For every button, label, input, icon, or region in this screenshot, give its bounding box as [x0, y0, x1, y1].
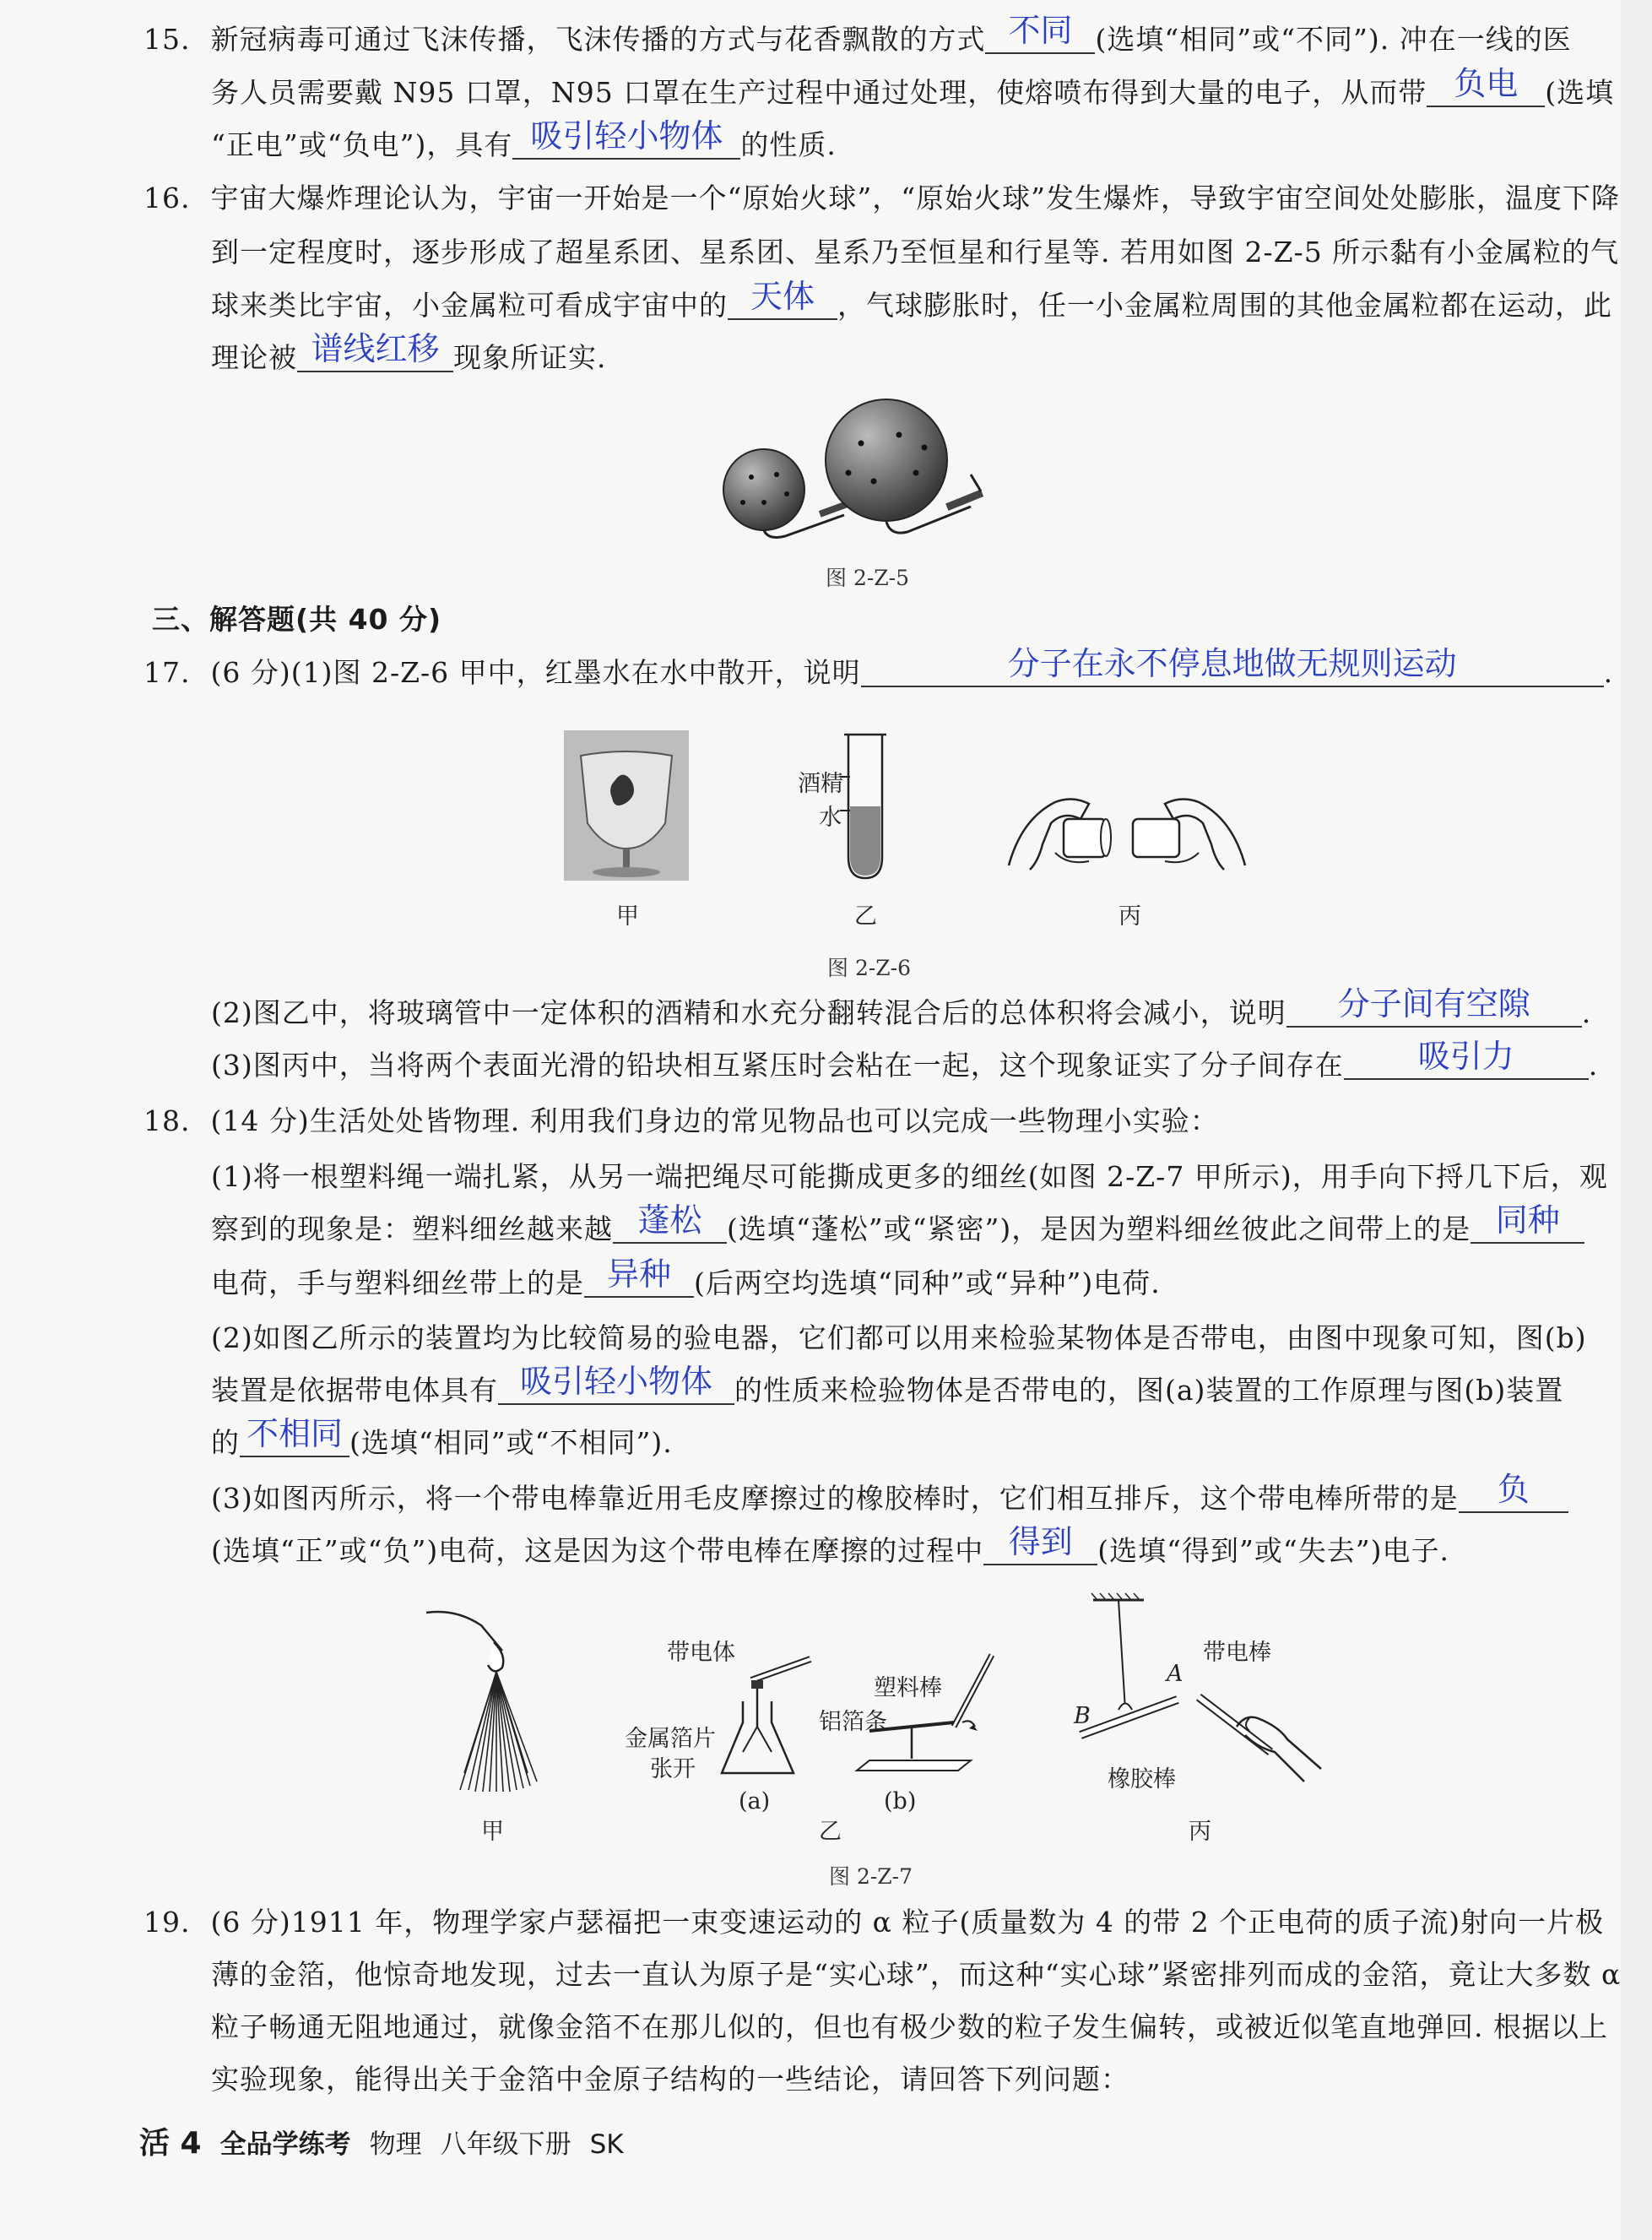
q18-line-5: (2)如图乙所示的装置均为比较简易的验电器，它们都可以用来检验某物体是否带电，由图中现象可知，图(b): [211, 1321, 1587, 1354]
fig6-label-jia: 甲: [616, 903, 639, 930]
footer-grade: 八年级下册: [440, 2129, 571, 2160]
q15-line-2: 务人员需要戴 N95 口罩，N95 口罩在生产过程中通过处理，使熔喷布得到大量的电子，从而带 负电 (选填: [211, 65, 1615, 109]
label-water: 水: [819, 805, 842, 831]
q16-answer-1: 天体: [750, 278, 815, 315]
q18-line-2: (1)将一根塑料绳一端扎紧，从另一端把绳尽可能撕成更多的细丝(如图 2-Z-7 甲所示)，用手向下捋几下后，观: [211, 1160, 1608, 1193]
q17-answer-3: 吸引力: [1417, 1038, 1514, 1075]
q17-blank-2: [1286, 985, 1582, 1028]
label-plastic-rod: 塑料棒: [874, 1675, 942, 1701]
q18-blank-5: [240, 1415, 349, 1457]
q19-line-3: 粒子畅通无阻地通过，就像金箔不在那儿似的，但也有极少数的粒子发生偏转，或被近似笔直地弹回. 根据以上: [211, 2010, 1608, 2043]
section-title-3: 三、解答题(共 40 分): [152, 603, 442, 636]
q18-line-7: 的 不相同 (选填“相同”或“不相同”).: [211, 1415, 673, 1459]
q16-answer-2: 谱线红移: [311, 330, 440, 367]
q15-line-1: 15. 新冠病毒可通过飞沫传播，飞沫传播的方式与花香飘散的方式 不同 (选填“相同”或“不同”). 冲在一线的医: [160, 21, 1572, 58]
label-metal-foil: 金属箔片: [625, 1726, 716, 1752]
page-edge: [1621, 0, 1652, 2240]
q18-number: 18.: [144, 1104, 191, 1137]
q18-blank-1: [613, 1201, 727, 1244]
q18-answer-7: 得到: [1008, 1523, 1073, 1560]
figure-lead-blocks: [1005, 785, 1249, 878]
figure-rod-repulsion: [1076, 1592, 1338, 1786]
q15-blank-2: [1427, 65, 1545, 107]
q19-line-2: 薄的金箔，他惊奇地发现，过去一直认为原子是“实心球”，而这种“实心球”紧密排列而成的金箔，竟让大多数 α: [211, 1958, 1622, 1991]
q18-blank-3: [584, 1256, 694, 1298]
small-balloon: [723, 449, 804, 530]
figure-caption-2-z-7: 图 2-Z-7: [829, 1864, 913, 1889]
footer-subject: 物理: [369, 2129, 422, 2160]
figure-balloons: [718, 397, 1038, 549]
q16-line-4: 理论被 谱线红移 现象所证实.: [211, 330, 607, 374]
q16-line-3: 球来类比宇宙，小金属粒可看成宇宙中的 天体 ，气球膨胀时，任一小金属粒周围的其他金属粒都在运动，此: [211, 278, 1612, 322]
q15-answer-1: 不同: [1008, 12, 1073, 49]
footer-brand: 全品学练考: [219, 2129, 351, 2160]
figure-caption-2-z-6: 图 2-Z-6: [827, 956, 912, 980]
label-point-a: A: [1167, 1661, 1183, 1687]
q18-answer-2: 同种: [1495, 1201, 1560, 1239]
q16-line-2: 到一定程度时，逐步形成了超星系团、星系团、星系乃至恒星和行星等. 若用如图 2-Z-5 所示黏有小金属粒的气: [211, 236, 1620, 268]
label-charged-body: 带电体: [667, 1640, 735, 1666]
figure-plastic-strands: [422, 1604, 549, 1798]
q17-number: 17.: [144, 656, 191, 689]
q17-answer-2: 分子间有空隙: [1337, 985, 1530, 1022]
label-open: 张开: [650, 1756, 696, 1782]
fig6-label-yi: 乙: [854, 903, 877, 930]
q16-blank-1: [728, 278, 837, 320]
q18-answer-1: 蓬松: [637, 1201, 702, 1239]
label-rubber-rod: 橡胶棒: [1108, 1766, 1176, 1793]
fig6-label-bing: 丙: [1118, 903, 1141, 930]
q17-line-2: (2)图乙中，将玻璃管中一定体积的酒精和水充分翻转混合后的总体积将会减小，说明 分子间有空隙 .: [211, 985, 1592, 1029]
label-charged-rod: 带电棒: [1203, 1640, 1271, 1666]
q18-blank-7: [983, 1523, 1097, 1565]
q18-line-9: (选填“正”或“负”)电荷，这是因为这个带电棒在摩擦的过程中 得到 (选填“得到”或“失去”)电子.: [211, 1523, 1449, 1567]
q15-answer-2: 负电: [1454, 65, 1519, 102]
q18-blank-4: [498, 1363, 734, 1405]
figure-ink-in-water: [564, 730, 689, 881]
label-alcohol: 酒精: [798, 771, 843, 797]
q15-answer-3: 吸引轻小物体: [530, 117, 723, 155]
figure-test-tube: [840, 730, 891, 882]
label-a: (a): [739, 1788, 771, 1814]
q18-answer-4: 吸引轻小物体: [519, 1363, 712, 1400]
label-b: (b): [884, 1788, 917, 1814]
q15-blank-3: [512, 117, 740, 160]
q18-line-8: (3)如图丙所示，将一个带电棒靠近用毛皮摩擦过的橡胶棒时，它们相互排斥，这个带电棒所带的是 负: [211, 1480, 1568, 1517]
footer-edition: SK: [589, 2129, 624, 2160]
fig7-label-yi: 乙: [819, 1819, 842, 1845]
q18-blank-2: [1471, 1201, 1584, 1244]
q17-answer-1: 分子在永不停息地做无规则运动: [1007, 645, 1457, 682]
label-aluminum-strip: 铝箔条: [819, 1709, 887, 1735]
fig7-label-bing: 丙: [1189, 1819, 1211, 1845]
q15-number: 15.: [144, 23, 191, 56]
q18-line-1: 18. (14 分)生活处处皆物理. 利用我们身边的常见物品也可以完成一些物理小实验：: [160, 1103, 1219, 1140]
page-footer: [139, 2119, 642, 2162]
q16-line-1: 16. 宇宙大爆炸理论认为，宇宙一开始是一个“原始火球”，“原始火球”发生爆炸，导致宇宙空间处处膨胀，温度下降: [160, 180, 1620, 217]
q19-number: 19.: [144, 1906, 191, 1939]
q19-line-4: 实验现象，能得出关于金箔中金原子结构的一些结论，请回答下列问题：: [211, 2063, 1129, 2096]
q19-line-1: 19. (6 分)1911 年，物理学家卢瑟福把一束变速运动的 α 粒子(质量数为 4 的带 2 个正电荷的质子流)射向一片极: [160, 1904, 1604, 1941]
large-balloon: [826, 399, 947, 521]
q16-blank-2: [297, 330, 453, 372]
q17-line-1: 17. (6 分)(1)图 2-Z-6 甲中，红墨水在水中散开，说明 分子在永不停息地做无规则运动 .: [160, 654, 1613, 692]
q18-blank-6: [1459, 1471, 1568, 1513]
figure-electroscope-a: [718, 1655, 827, 1782]
q15-blank-1: [985, 12, 1095, 54]
footer-logo: 活 4: [139, 2126, 202, 2161]
q17-line-3: (3)图丙中，当将两个表面光滑的铅块相互紧压时会粘在一起，这个现象证实了分子间存在 吸引力 .: [211, 1038, 1599, 1082]
fig7-label-jia: 甲: [481, 1819, 504, 1845]
q18-line-3: 察到的现象是：塑料细丝越来越 蓬松 (选填“蓬松”或“紧密”)，是因为塑料细丝彼此之间带上的是 同种: [211, 1211, 1584, 1248]
label-point-b: B: [1074, 1703, 1091, 1729]
q18-answer-3: 异种: [606, 1256, 671, 1293]
q17-blank-3: [1344, 1038, 1589, 1080]
q18-line-6: 装置是依据带电体具有 吸引轻小物体 的性质来检验物体是否带电的，图(a)装置的工作原理与图(b)装置: [211, 1363, 1564, 1407]
q18-answer-5: 不相同: [246, 1415, 343, 1452]
q18-answer-6: 负: [1497, 1471, 1530, 1508]
q16-number: 16.: [144, 182, 191, 214]
q18-line-4: 电荷，手与塑料细丝带上的是 异种 (后两空均选填“同种”或“异种”)电荷.: [211, 1256, 1161, 1299]
figure-caption-2-z-5: 图 2-Z-5: [826, 566, 910, 590]
q15-line-3: “正电”或“负电”)，具有 吸引轻小物体 的性质.: [211, 117, 837, 161]
q17-blank-1: [861, 645, 1604, 687]
